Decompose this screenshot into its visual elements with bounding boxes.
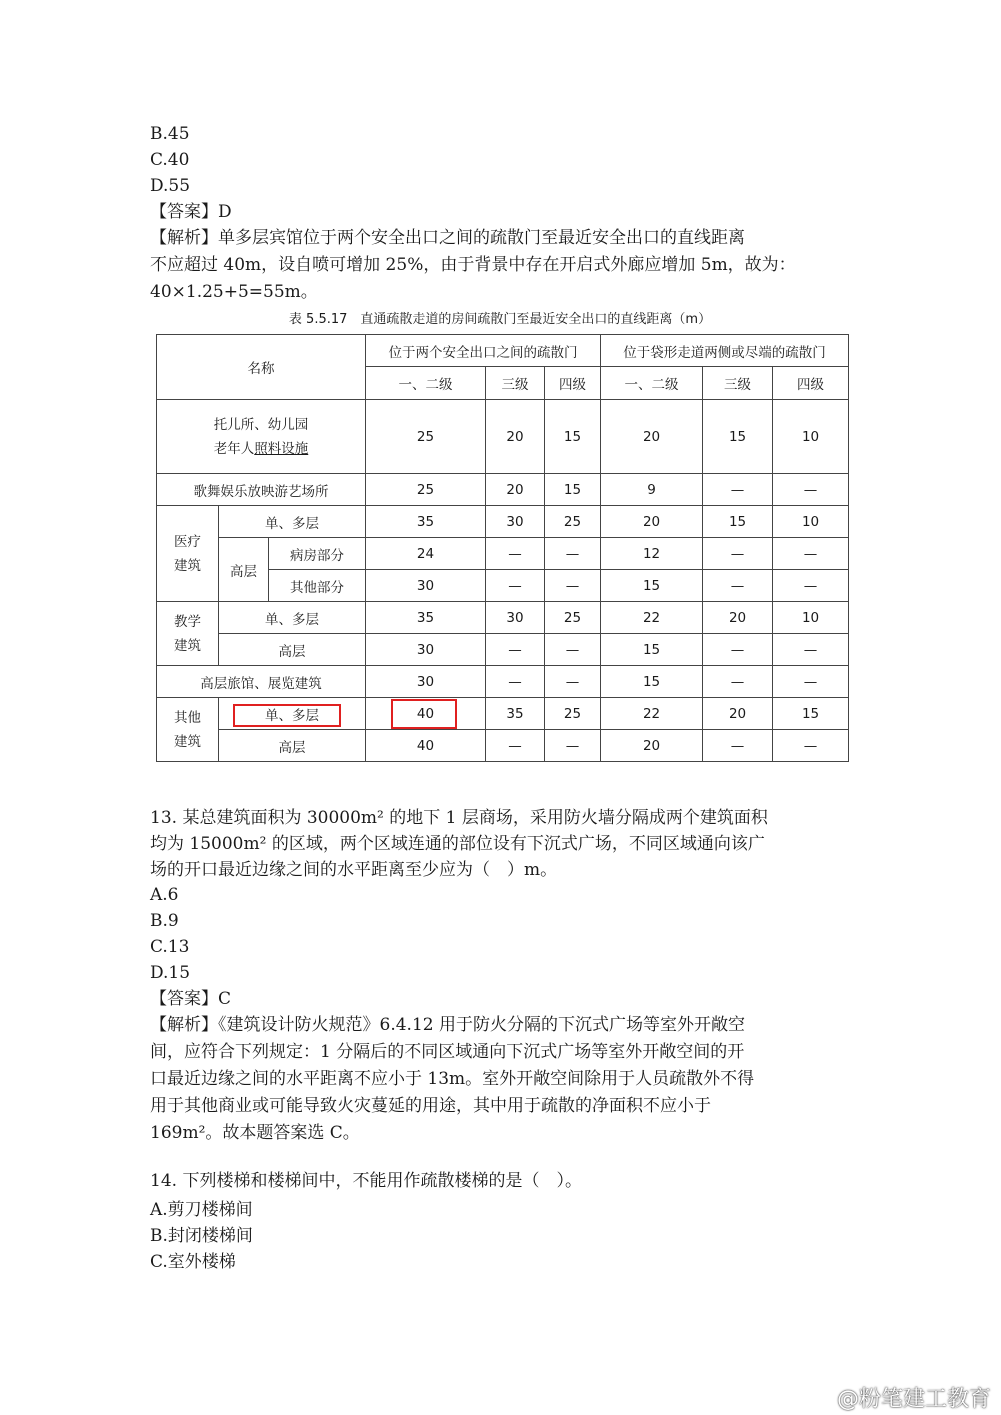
q13-explain-line3: 口最近边缘之间的水平距离不应小于 13m。室外开敞空间除用于人员疏散外不得 bbox=[150, 1069, 755, 1089]
table-cell: — bbox=[486, 634, 545, 666]
table-cell: 20 bbox=[703, 602, 773, 634]
table-cell: 20 bbox=[601, 730, 703, 762]
table-cell: 20 bbox=[703, 698, 773, 730]
table-cell: 35 bbox=[366, 602, 486, 634]
header-grade-3-a: 三级 bbox=[486, 367, 545, 400]
table-cell: — bbox=[703, 538, 773, 570]
header-grade-4-a: 四级 bbox=[545, 367, 601, 400]
table-cell: 22 bbox=[601, 602, 703, 634]
header-grade-3-b: 三级 bbox=[703, 367, 773, 400]
table-cell: — bbox=[703, 666, 773, 698]
table-cell: 30 bbox=[486, 602, 545, 634]
row-label-other-high: 高层 bbox=[219, 730, 366, 762]
q14-stem: 14. 下列楼梯和楼梯间中，不能用作疏散楼梯的是（ ）。 bbox=[150, 1171, 582, 1191]
table-cell: 12 bbox=[601, 538, 703, 570]
row-label-teaching-low: 单、多层 bbox=[219, 602, 366, 634]
q13-explain-line1: 【解析】《建筑设计防火规范》6.4.12 用于防火分隔的下沉式广场等室外开敞空 bbox=[150, 1015, 745, 1035]
table-cell: 30 bbox=[366, 634, 486, 666]
group-teaching-text: 教学 建筑 bbox=[174, 613, 201, 654]
q12-option-d: D.55 bbox=[150, 176, 191, 196]
table-cell: — bbox=[545, 538, 601, 570]
q12-explain-line2: 不应超过 40m，设自喷可增加 25%，由于背景中存在开启式外廊应增加 5m，故为： bbox=[150, 255, 796, 275]
table-cell: — bbox=[773, 570, 849, 602]
highlight-box-value bbox=[391, 699, 457, 729]
table-cell: — bbox=[773, 474, 849, 506]
header-grade-4-b: 四级 bbox=[773, 367, 849, 400]
table-cell: — bbox=[703, 474, 773, 506]
table-cell: — bbox=[773, 730, 849, 762]
table-cell: 24 bbox=[366, 538, 486, 570]
q13-answer: 【答案】C bbox=[150, 989, 232, 1009]
table-cell: 15 bbox=[703, 506, 773, 538]
distance-table bbox=[156, 334, 849, 762]
table-cell: 30 bbox=[486, 506, 545, 538]
q13-explain-line4: 用于其他商业或可能导致火灾蔓延的用途，其中用于疏散的净面积不应小于 bbox=[150, 1096, 711, 1116]
table-cell: 15 bbox=[773, 698, 849, 730]
table-cell: 35 bbox=[366, 506, 486, 538]
table-cell: — bbox=[486, 570, 545, 602]
group-other bbox=[157, 698, 219, 762]
group-medical-text: 医疗 建筑 bbox=[174, 533, 201, 574]
row-label-hotel: 高层旅馆、展览建筑 bbox=[157, 666, 366, 698]
q12-option-b: B.45 bbox=[150, 124, 190, 144]
group-other-text: 其他 建筑 bbox=[174, 709, 201, 750]
table-cell: 20 bbox=[601, 400, 703, 474]
row-label-other-part: 其他部分 bbox=[269, 570, 366, 602]
table-cell: 40 bbox=[366, 698, 486, 730]
nursery-line1: 托儿所、幼儿园 bbox=[213, 416, 309, 433]
table-cell: 40 bbox=[366, 730, 486, 762]
row-label-teaching-high: 高层 bbox=[219, 634, 366, 666]
highlight-box-label bbox=[233, 704, 341, 727]
q12-explain-line3: 40×1.25+5=55m。 bbox=[150, 282, 318, 302]
table-cell: — bbox=[545, 570, 601, 602]
table-cell: 25 bbox=[545, 602, 601, 634]
q14-option-b: B.封闭楼梯间 bbox=[150, 1226, 253, 1246]
table-cell: 15 bbox=[545, 400, 601, 474]
header-dead-end: 位于袋形走道两侧或尽端的疏散门 bbox=[601, 335, 849, 367]
watermark: @粉笔建工教育 bbox=[836, 1387, 991, 1412]
table-cell: — bbox=[773, 538, 849, 570]
table-cell: 30 bbox=[366, 666, 486, 698]
table-cell: — bbox=[486, 730, 545, 762]
table-cell: 9 bbox=[601, 474, 703, 506]
table-cell: 15 bbox=[601, 634, 703, 666]
table-cell: 22 bbox=[601, 698, 703, 730]
nursery-line2a: 老年人 bbox=[213, 440, 255, 457]
table-cell: — bbox=[703, 634, 773, 666]
table-cell: — bbox=[545, 634, 601, 666]
q13-option-b: B.9 bbox=[150, 911, 179, 931]
q13-option-a: A.6 bbox=[150, 885, 179, 905]
q13-explain-line2: 间，应符合下列规定：1 分隔后的不同区域通向下沉式广场等室外开敞空间的开 bbox=[150, 1042, 745, 1062]
table-cell: — bbox=[486, 666, 545, 698]
table-cell: — bbox=[703, 570, 773, 602]
table-cell: — bbox=[703, 730, 773, 762]
table-cell: 30 bbox=[366, 570, 486, 602]
row-label-nursery bbox=[157, 400, 366, 474]
q13-option-d: D.15 bbox=[150, 963, 191, 983]
row-label-ward: 病房部分 bbox=[269, 538, 366, 570]
q13-stem-line1: 13. 某总建筑面积为 30000m² 的地下 1 层商场，采用防火墙分隔成两个建筑面积 bbox=[150, 808, 768, 828]
q13-explain-line5: 169m²。故本题答案选 C。 bbox=[150, 1123, 360, 1143]
row-label-medical-low: 单、多层 bbox=[219, 506, 366, 538]
table-cell: — bbox=[486, 538, 545, 570]
header-grade-12-a: 一、二级 bbox=[366, 367, 486, 400]
table-cell: 20 bbox=[601, 506, 703, 538]
header-name: 名称 bbox=[157, 335, 366, 400]
table-cell: 20 bbox=[486, 474, 545, 506]
table-cell: 10 bbox=[773, 400, 849, 474]
table-cell: 25 bbox=[366, 400, 486, 474]
group-medical-high: 高层 bbox=[219, 538, 269, 602]
table-cell: 15 bbox=[601, 570, 703, 602]
group-medical bbox=[157, 506, 219, 602]
group-teaching bbox=[157, 602, 219, 666]
table-cell: 15 bbox=[601, 666, 703, 698]
table-cell: — bbox=[773, 666, 849, 698]
q13-stem-line3: 场的开口最近边缘之间的水平距离至少应为（ ）m。 bbox=[150, 860, 558, 880]
q12-option-c: C.40 bbox=[150, 150, 190, 170]
table-cell: — bbox=[545, 730, 601, 762]
table-cell: 25 bbox=[545, 698, 601, 730]
table-cell: 20 bbox=[486, 400, 545, 474]
q14-option-c: C.室外楼梯 bbox=[150, 1252, 236, 1272]
table-caption: 表 5.5.17 直通疏散走道的房间疏散门至最近安全出口的直线距离（m） bbox=[288, 312, 712, 327]
table-cell: 15 bbox=[545, 474, 601, 506]
header-grade-12-b: 一、二级 bbox=[601, 367, 703, 400]
table-cell: — bbox=[545, 666, 601, 698]
table-cell: 25 bbox=[545, 506, 601, 538]
table-cell: 10 bbox=[773, 506, 849, 538]
q14-option-a: A.剪刀楼梯间 bbox=[150, 1200, 253, 1220]
q13-stem-line2: 均为 15000m² 的区域，两个区域连通的部位设有下沉式广场，不同区域通向该广 bbox=[150, 834, 765, 854]
q13-option-c: C.13 bbox=[150, 937, 190, 957]
nursery-line2b: 照料设施 bbox=[254, 440, 309, 457]
row-label-other-low: 单、多层 bbox=[219, 698, 366, 730]
header-between-exits: 位于两个安全出口之间的疏散门 bbox=[366, 335, 601, 367]
table-cell: 15 bbox=[703, 400, 773, 474]
table-cell: 25 bbox=[366, 474, 486, 506]
table-cell: 10 bbox=[773, 602, 849, 634]
row-label-entertainment: 歌舞娱乐放映游艺场所 bbox=[157, 474, 366, 506]
q12-explain-line1: 【解析】单多层宾馆位于两个安全出口之间的疏散门至最近安全出口的直线距离 bbox=[150, 228, 745, 248]
table-cell: — bbox=[773, 634, 849, 666]
q12-answer: 【答案】D bbox=[150, 202, 232, 222]
table-cell: 35 bbox=[486, 698, 545, 730]
